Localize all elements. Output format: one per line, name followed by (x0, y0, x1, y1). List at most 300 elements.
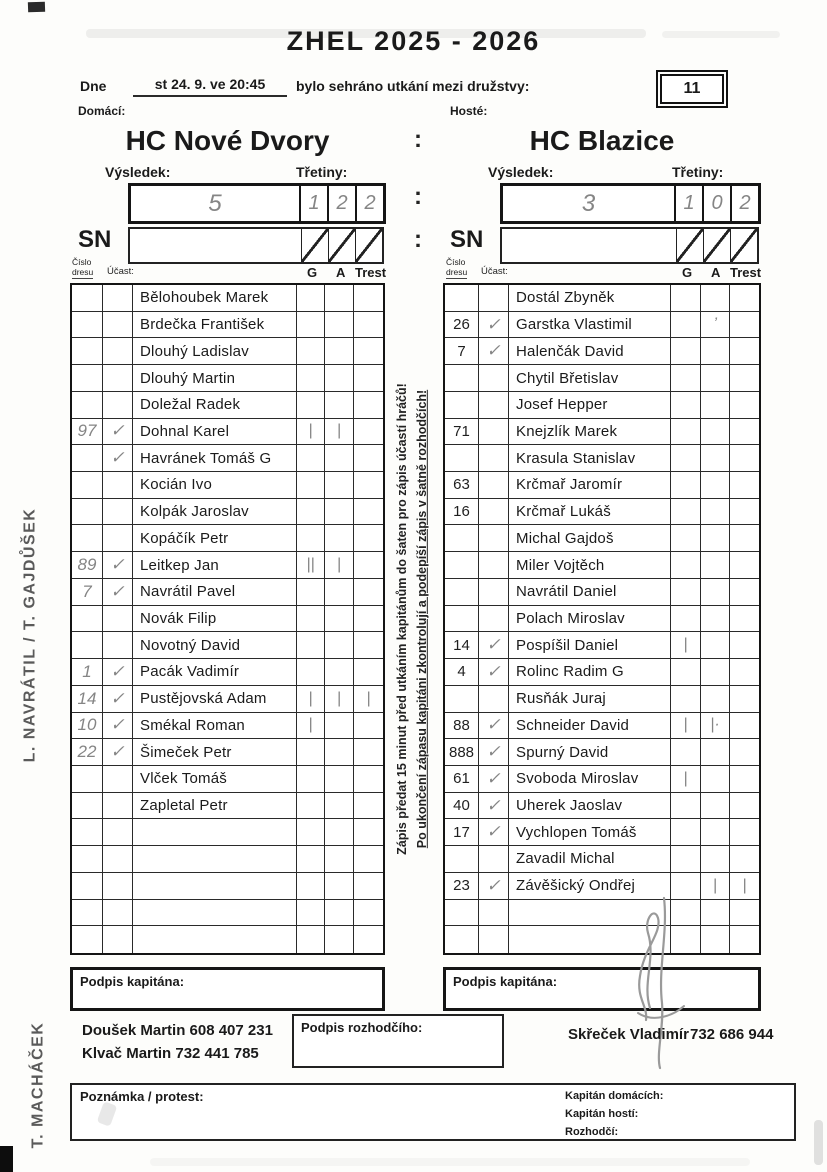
slash-cell (676, 229, 703, 262)
jersey-number-cell: 14 (72, 686, 103, 712)
penalty-cell (354, 766, 383, 792)
away-sn-box (500, 227, 759, 264)
penalty-cell (354, 793, 383, 819)
penalty-cell (730, 606, 759, 632)
player-name-cell: Kolpák Jaroslav (133, 499, 297, 525)
attendance-cell (103, 900, 133, 926)
margin-note-bottom: T. MACHÁČEK (29, 1021, 46, 1149)
penalty-cell (730, 846, 759, 872)
penalty-cell (354, 392, 383, 418)
attendance-cell (479, 846, 509, 872)
assists-cell (325, 926, 354, 953)
jersey-number-cell: 17 (445, 819, 479, 845)
home-attendance-header: Účast: (107, 266, 134, 277)
player-row (72, 499, 383, 526)
margin-note-officials: L. NAVRÁTIL / T. GAJDŮŠEK (21, 507, 39, 763)
player-row (72, 819, 383, 846)
away-period2-value: 0 (702, 186, 730, 221)
home-sn-box (128, 227, 384, 264)
player-name-cell (133, 900, 297, 926)
penalty-cell (354, 926, 383, 953)
attendance-cell (103, 606, 133, 632)
referee-sign-label: Rozhodčí: (565, 1126, 619, 1138)
attendance-cell (103, 392, 133, 418)
goals-cell (297, 739, 325, 765)
attendance-cell (103, 819, 133, 845)
jersey-number-cell (445, 552, 479, 578)
slash-cell (730, 229, 757, 262)
away-penalty-header: Trest (730, 265, 762, 280)
assists-cell (325, 766, 354, 792)
goals-cell (671, 525, 701, 551)
assists-cell (325, 365, 354, 391)
jersey-number-cell (445, 525, 479, 551)
attendance-cell: ✓ (479, 659, 509, 685)
goals-cell (297, 445, 325, 471)
player-name-cell: Pacák Vadimír (133, 659, 297, 685)
assists-cell (701, 525, 730, 551)
away-jersey-header: Číslo dresu (446, 257, 468, 277)
away-result-label: Výsledek: (488, 164, 554, 180)
home-roster-table (70, 283, 385, 955)
goals-cell (297, 392, 325, 418)
away-team-name: HC Blazice (529, 125, 675, 156)
player-name-cell: Uherek Jaoslav (509, 793, 671, 819)
organizer-contact-1: Doušek Martin 608 407 231 (82, 1022, 273, 1039)
player-row (72, 392, 383, 419)
attendance-cell (103, 499, 133, 525)
penalty-cell (354, 632, 383, 658)
goals-cell (297, 606, 325, 632)
attendance-cell: ✓ (479, 632, 509, 658)
away-period3-value: 2 (730, 186, 758, 221)
player-name-cell: Knejzlík Marek (509, 419, 671, 445)
goals-cell (297, 659, 325, 685)
attendance-cell (103, 873, 133, 899)
player-name-cell: Havránek Tomáš G (133, 445, 297, 471)
assists-cell (701, 686, 730, 712)
penalty-cell (354, 659, 383, 685)
attendance-cell: ✓ (103, 713, 133, 739)
penalty-cell (730, 285, 759, 311)
player-row (445, 285, 759, 312)
score-colon-3: : (414, 226, 422, 253)
jersey-number-cell (72, 632, 103, 658)
assists-cell: ʼ (701, 312, 730, 338)
goals-cell (671, 365, 701, 391)
penalty-cell (354, 846, 383, 872)
home-goals-header: G (307, 265, 318, 280)
away-score-box (500, 183, 761, 224)
jersey-number-cell (445, 606, 479, 632)
player-row (72, 445, 383, 472)
player-row (72, 766, 383, 793)
assists-cell (325, 713, 354, 739)
scan-mark-top-left (28, 2, 45, 13)
player-row (72, 338, 383, 365)
attendance-cell (479, 285, 509, 311)
penalty-cell (730, 819, 759, 845)
captain-home-sign-label: Kapitán domácích: (565, 1090, 664, 1102)
home-jersey-header: Číslo dresu (72, 257, 94, 277)
penalty-cell (354, 713, 383, 739)
score-colon-1: : (414, 126, 422, 153)
attendance-cell (103, 285, 133, 311)
jersey-number-cell (445, 365, 479, 391)
date-value: st 24. 9. ve 20:45 (133, 76, 287, 97)
player-name-cell: Šimeček Petr (133, 739, 297, 765)
player-name-cell: Zavadil Michal (509, 846, 671, 872)
assists-cell (701, 793, 730, 819)
player-name-cell: Navrátil Daniel (509, 579, 671, 605)
penalty-cell (730, 338, 759, 364)
attendance-cell (479, 472, 509, 498)
player-name-cell: Halenčák David (509, 338, 671, 364)
player-name-cell (133, 873, 297, 899)
player-row (72, 739, 383, 766)
player-row (72, 793, 383, 820)
assists-cell: | (325, 552, 354, 578)
player-name-cell: Miler Vojtěch (509, 552, 671, 578)
goals-cell: | (671, 713, 701, 739)
player-name-cell: Michal Gajdoš (509, 525, 671, 551)
attendance-cell (479, 419, 509, 445)
away-roster-table (443, 283, 761, 955)
goals-cell (671, 392, 701, 418)
penalty-cell (354, 606, 383, 632)
goals-cell: | (297, 713, 325, 739)
player-name-cell: Doležal Radek (133, 392, 297, 418)
penalty-cell (354, 739, 383, 765)
player-name-cell: Pospíšil Daniel (509, 632, 671, 658)
player-name-cell: Navrátil Pavel (133, 579, 297, 605)
goals-cell (297, 926, 325, 953)
home-periods-label: Třetiny: (296, 164, 348, 180)
attendance-cell: ✓ (103, 552, 133, 578)
player-name-cell (133, 819, 297, 845)
jersey-number-cell: 10 (72, 713, 103, 739)
scan-mark-bottom-left (0, 1146, 13, 1172)
player-row (72, 472, 383, 499)
jersey-number-cell (72, 525, 103, 551)
captain-signature-scrawl (598, 888, 728, 1073)
penalty-cell (354, 419, 383, 445)
assists-cell (325, 659, 354, 685)
goals-cell (297, 819, 325, 845)
player-name-cell: Dostál Zbyněk (509, 285, 671, 311)
attendance-cell: ✓ (479, 873, 509, 899)
jersey-number-cell (72, 338, 103, 364)
away-period1-value: 1 (674, 186, 702, 221)
instructions-vertical (386, 283, 438, 955)
attendance-cell (103, 525, 133, 551)
penalty-cell: | (366, 689, 371, 707)
organizer-contact-2: Klvač Martin 732 441 785 (82, 1045, 259, 1062)
jersey-number-cell (72, 445, 103, 471)
assists-cell (325, 793, 354, 819)
attendance-cell (103, 338, 133, 364)
penalty-cell (730, 499, 759, 525)
jersey-number-cell (72, 392, 103, 418)
player-row (72, 873, 383, 900)
away-attendance-header: Účast: (481, 266, 508, 277)
attendance-cell: ✓ (479, 338, 509, 364)
penalty-cell (730, 419, 759, 445)
player-row (445, 579, 759, 606)
scan-smudge-bottom (150, 1158, 750, 1166)
home-label: Domácí: (78, 104, 126, 118)
goals-cell (671, 606, 701, 632)
attendance-cell (479, 926, 509, 953)
player-row (445, 499, 759, 526)
assists-cell (701, 392, 730, 418)
goals-cell (297, 525, 325, 551)
jersey-number-cell (72, 499, 103, 525)
goals-cell: | (671, 766, 701, 792)
jersey-number-cell (72, 766, 103, 792)
scan-smudge-right-edge (814, 1120, 823, 1165)
goals-cell (297, 873, 325, 899)
penalty-cell (730, 525, 759, 551)
attendance-cell: ✓ (103, 686, 133, 712)
goals-cell (671, 686, 701, 712)
penalty-cell (354, 445, 383, 471)
jersey-number-cell (445, 579, 479, 605)
penalty-cell (730, 659, 759, 685)
home-period3-value: 2 (355, 186, 383, 221)
goals-cell (671, 445, 701, 471)
player-row (445, 846, 759, 873)
assists-cell: | (701, 873, 730, 899)
attendance-cell (479, 365, 509, 391)
jersey-number-cell: 89 (72, 552, 103, 578)
assists-cell (701, 419, 730, 445)
player-row (445, 766, 759, 793)
player-row (445, 632, 759, 659)
jersey-number-cell (72, 926, 103, 953)
player-row (72, 419, 383, 446)
player-name-cell: Krčmař Lukáš (509, 499, 671, 525)
player-row (72, 365, 383, 392)
player-row (445, 606, 759, 633)
player-row (445, 552, 759, 579)
note-protest-box (70, 1083, 796, 1141)
home-captain-signature-box: Podpis kapitána: (70, 967, 385, 1011)
penalty-cell (354, 365, 383, 391)
penalty-cell (354, 499, 383, 525)
player-name-cell: Bělohoubek Marek (133, 285, 297, 311)
goals-cell (671, 285, 701, 311)
goals-cell: | (297, 686, 325, 712)
jersey-number-cell (72, 606, 103, 632)
scan-smudge-note (97, 1101, 118, 1126)
captain-away-sign-label: Kapitán hostí: (565, 1108, 639, 1120)
attendance-cell (479, 445, 509, 471)
attendance-cell: ✓ (479, 312, 509, 338)
player-row (445, 312, 759, 339)
player-name-cell (133, 846, 297, 872)
penalty-cell (730, 713, 759, 739)
assists-cell (325, 739, 354, 765)
jersey-number-cell (72, 472, 103, 498)
jersey-number-cell: 63 (445, 472, 479, 498)
goals-cell (671, 659, 701, 685)
goals-cell (297, 338, 325, 364)
player-row (445, 445, 759, 472)
player-name-cell: Vychlopen Tomáš (509, 819, 671, 845)
penalty-cell (730, 686, 759, 712)
penalty-cell (730, 793, 759, 819)
attendance-cell: ✓ (479, 766, 509, 792)
penalty-cell (730, 445, 759, 471)
penalty-cell (354, 819, 383, 845)
jersey-number-cell: 4 (445, 659, 479, 685)
referee-name: Skřeček Vladimír (568, 1026, 689, 1043)
penalty-cell: | (742, 876, 747, 894)
assists-cell (325, 900, 354, 926)
player-name-cell: Vlček Tomáš (133, 766, 297, 792)
away-label: Hosté: (450, 104, 488, 118)
instruction-line-1: Zápis předat 15 minut před utkáním kapitánům do šaten pro zápis účastí hráčů! (395, 383, 409, 855)
match-sentence: bylo sehráno utkání mezi družstvy: (296, 78, 530, 94)
away-periods-label: Třetiny: (672, 164, 724, 180)
away-assists-header: A (711, 265, 721, 280)
jersey-number-cell (445, 846, 479, 872)
assists-cell (701, 766, 730, 792)
penalty-cell (730, 632, 759, 658)
attendance-cell (103, 365, 133, 391)
jersey-number-cell: 71 (445, 419, 479, 445)
assists-cell (701, 499, 730, 525)
score-colon-2: : (414, 183, 422, 210)
jersey-number-cell (72, 900, 103, 926)
player-row (72, 552, 383, 579)
goals-cell (297, 766, 325, 792)
note-label: Poznámka / protest: (80, 1089, 204, 1104)
goals-cell (671, 579, 701, 605)
player-name-cell: Josef Hepper (509, 392, 671, 418)
home-result-value: 5 (208, 189, 222, 217)
player-name-cell: Rolinc Radim G (509, 659, 671, 685)
attendance-cell (479, 900, 509, 926)
player-name-cell: Smékal Roman (133, 713, 297, 739)
jersey-number-cell: 88 (445, 713, 479, 739)
jersey-number-cell (72, 793, 103, 819)
slash-cell (703, 229, 730, 262)
assists-cell (325, 445, 354, 471)
goals-cell (297, 285, 325, 311)
attendance-cell (479, 525, 509, 551)
jersey-number-cell (445, 926, 479, 953)
assists-cell (701, 846, 730, 872)
goals-cell (671, 499, 701, 525)
player-name-cell: Dohnal Karel (133, 419, 297, 445)
player-row (72, 579, 383, 606)
player-row (72, 846, 383, 873)
penalty-cell (730, 900, 759, 926)
assists-cell (325, 312, 354, 338)
attendance-cell: ✓ (479, 793, 509, 819)
attendance-cell: ✓ (479, 819, 509, 845)
attendance-cell (479, 686, 509, 712)
assists-cell (701, 739, 730, 765)
home-score-box (128, 183, 386, 224)
home-sn-field (130, 229, 301, 262)
goals-cell (671, 846, 701, 872)
player-name-cell: Zapletal Petr (133, 793, 297, 819)
jersey-number-cell: 1 (72, 659, 103, 685)
assists-cell (701, 472, 730, 498)
attendance-cell: ✓ (103, 579, 133, 605)
attendance-cell (479, 499, 509, 525)
player-row (445, 525, 759, 552)
assists-cell (701, 606, 730, 632)
goals-cell (297, 579, 325, 605)
player-name-cell: Schneider David (509, 713, 671, 739)
goals-cell (297, 472, 325, 498)
penalty-cell (354, 338, 383, 364)
jersey-number-cell (72, 846, 103, 872)
player-name-cell: Novák Filip (133, 606, 297, 632)
slash-cell (301, 229, 328, 262)
player-row (72, 606, 383, 633)
goals-cell (297, 846, 325, 872)
goals-cell (671, 338, 701, 364)
player-row (72, 285, 383, 312)
assists-cell (325, 632, 354, 658)
player-name-cell: Novotný David (133, 632, 297, 658)
penalty-cell (730, 766, 759, 792)
attendance-cell: ✓ (479, 739, 509, 765)
assists-cell: | (325, 686, 354, 712)
goals-cell (297, 312, 325, 338)
player-row (72, 525, 383, 552)
penalty-cell (354, 552, 383, 578)
jersey-number-cell: 7 (445, 338, 479, 364)
assists-cell (701, 365, 730, 391)
assists-cell (701, 445, 730, 471)
goals-cell: || (297, 552, 325, 578)
assists-cell (325, 392, 354, 418)
jersey-number-cell (72, 365, 103, 391)
player-row (445, 659, 759, 686)
player-name-cell: Rusňák Juraj (509, 686, 671, 712)
penalty-cell (730, 552, 759, 578)
instruction-line-2: Po ukončení zápasu kapitáni zkontrolují a podepíší zápis v šatně rozhodčích! (415, 389, 429, 849)
player-row (445, 686, 759, 713)
player-row (445, 392, 759, 419)
attendance-cell (103, 472, 133, 498)
player-name-cell: Leitkep Jan (133, 552, 297, 578)
goals-cell (671, 552, 701, 578)
player-row (445, 419, 759, 446)
assists-cell (325, 285, 354, 311)
player-row (72, 900, 383, 927)
assists-cell (701, 552, 730, 578)
assists-cell (325, 525, 354, 551)
goals-cell (671, 739, 701, 765)
goals-cell (297, 365, 325, 391)
player-name-cell: Závěšický Ondřej (509, 873, 671, 899)
match-number-box: 11 (660, 74, 724, 104)
player-name-cell: Brdečka František (133, 312, 297, 338)
jersey-number-cell: 22 (72, 739, 103, 765)
player-name-cell: Krasula Stanislav (509, 445, 671, 471)
attendance-cell: ✓ (103, 445, 133, 471)
home-assists-header: A (336, 265, 346, 280)
assists-cell: |· (701, 713, 730, 739)
player-row (72, 713, 383, 740)
